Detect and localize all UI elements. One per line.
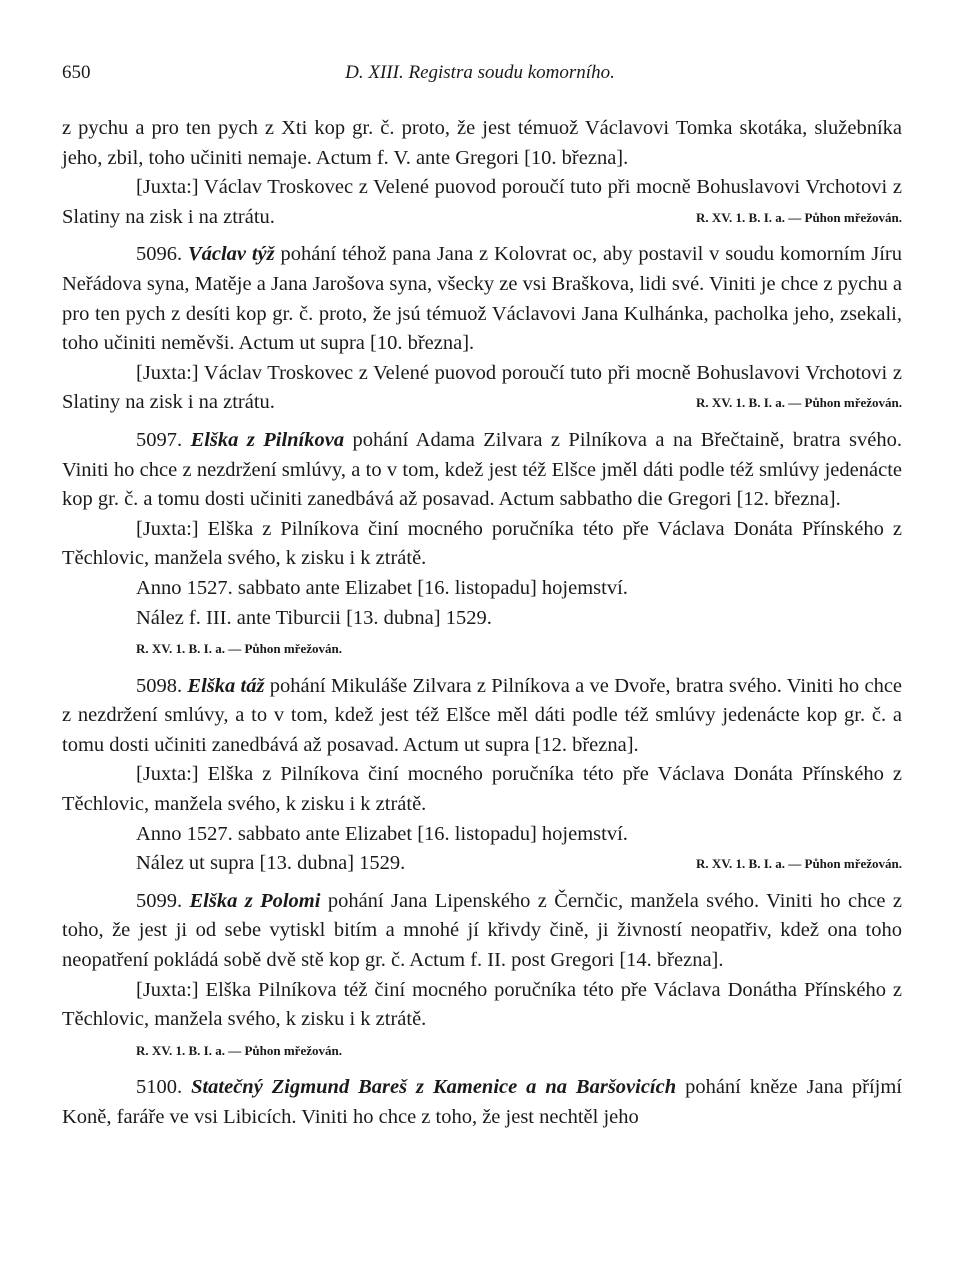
paragraph-text: Anno 1527. sabbato ante Elizabet [16. listopadu] hojemství. — [136, 576, 628, 599]
entry-5098 — [62, 672, 902, 761]
page-header — [62, 62, 898, 88]
page-number: 650 — [62, 62, 91, 83]
entry-5097 — [62, 426, 902, 515]
paragraph-text: [Juxta:] Václav Troskovec z Velené puovod poroučí tuto při mocně Bohuslavovi Vrchotovi z Slatiny na zisk i na ztrátu. — [62, 176, 902, 228]
entry-number: 5097. — [136, 428, 183, 451]
entry-number: 5098. — [136, 674, 183, 697]
source-line — [62, 1035, 902, 1066]
entry-number: 5096. — [136, 243, 183, 266]
source-note: R. XV. 1. B. I. a. — Půhon mřežován. — [136, 641, 342, 657]
juxta-paragraph — [62, 173, 902, 232]
paragraph-text: Nález ut supra [13. dubna] 1529. — [136, 852, 406, 875]
note-line — [62, 604, 902, 634]
juxta-paragraph — [62, 515, 902, 574]
source-note: R. XV. 1. B. I. a. — Půhon mřežován. — [696, 209, 902, 225]
source-note: R. XV. 1. B. I. a. — Půhon mřežován. — [696, 856, 902, 872]
paragraph-continuation — [62, 114, 902, 173]
paragraph-text: z pychu a pro ten pych z Xti kop gr. č. proto, že jest témuož Václavovi Tomka skotáka, služebníka jeho, zbil, toho učiniti nemaje. Actum f. V. ante Gregori [10. března]. — [62, 117, 902, 169]
paragraph-text: Nález f. III. ante Tiburcii [13. dubna] 1529. — [136, 606, 492, 629]
source-line — [62, 633, 902, 664]
paragraph-text: pohání Mikuláše Zilvara z Pilníkova a ve Dvoře, bratra svého. Viniti ho chce z nezdržení smlúvy, a to v tom, kdež jest též Elšce měl dáti podle též smlúvy jedenácte kop gr. č. a tomu dosti učiniti zanedbává až posavad. Actum ut supra [12. března]. — [62, 674, 903, 756]
paragraph-text: [Juxta:] Elška z Pilníkova činí mocného poručníka této pře Václava Donáta Přínského z Těchlovic, manžela svého, k zisku i k ztrátě. — [62, 517, 902, 570]
source-note: R. XV. 1. B. I. a. — Půhon mřežován. — [136, 1042, 342, 1058]
paragraph-text: [Juxta:] Elška Pilníkova též činí mocného poručníka této pře Václava Donátha Přínského z Těchlovic, manžela svého, k zisku i k ztrátě. — [62, 978, 902, 1031]
entry-5100 — [62, 1073, 902, 1132]
entry-5099 — [62, 887, 902, 976]
note-line — [62, 574, 902, 604]
entry-number: 5099. — [136, 889, 183, 912]
paragraph-text: [Juxta:] Elška z Pilníkova činí mocného poručníka této pře Václava Donáta Přínského z Těchlovic, manžela svého, k zisku i k ztrátě. — [62, 763, 902, 816]
entry-name: Václav týž — [187, 243, 275, 266]
entry-name: Elška z Pilníkova — [190, 428, 345, 451]
juxta-paragraph — [62, 976, 902, 1035]
juxta-paragraph — [62, 359, 902, 418]
note-line — [62, 849, 902, 879]
paragraph-text: [Juxta:] Václav Troskovec z Velené puovod poroučí tuto při mocně Bohuslavovi Vrchotovi z Slatiny na zisk i na ztrátu. — [62, 361, 902, 414]
running-title: D. XIII. Registra soudu komorního. — [345, 62, 615, 83]
paragraph-text: pohání Jana Lipenského z Černčic, manžela svého. Viniti ho chce z toho, že jest ji od sebe vytiskl bitím a mnohé jí křivdy čině, ji živností neopatřiv, kdež ona toho neopatření pokládá sobě dvě stě kop gr. č. Actum f. II. post Gregori [14. března]. — [62, 889, 902, 972]
page-body — [62, 114, 902, 1133]
paragraph-text: pohání Adama Zilvara z Pilníkova a na Břečtaině, bratra svého. Viniti ho chce z nezdržení smlúvy, a to v tom, kdež jest též Elšce jměl dáti podle též smlúvy jedenácte kop gr. č. a tomu dosti učiniti zanedbává až posavad. Actum sabbatho die Gregori [12. března]. — [62, 428, 903, 511]
entry-name: Statečný Zigmund Bareš z Kamenice a na Baršovicích — [191, 1076, 677, 1099]
paragraph-text: Anno 1527. sabbato ante Elizabet [16. listopadu] hojemství. — [136, 822, 628, 845]
entry-name: Elška táž — [187, 674, 265, 697]
paragraph-text: pohání kněze Jana příjmí Koně, faráře ve vsi Libicích. Viniti ho chce z toho, že jest nechtěl jeho — [62, 1076, 903, 1128]
paragraph-text: pohání téhož pana Jana z Kolovrat oc, aby postavil v soudu komorním Jíru Neřádova syna, Matěje a Jana Jarošova syna, všecky ze vsi Braškova, lidi své. Viniti je chce z pychu a pro ten pych z desíti kop gr. č. proto, že jsú témuož Václavovi Jana Kulhánka, pacholka jeho, zsekali, toho učiniti neměvši. Actum ut supra [10. března]. — [62, 243, 902, 355]
note-line — [62, 820, 902, 850]
entry-name: Elška z Polomi — [189, 889, 321, 912]
source-note: R. XV. 1. B. I. a. — Půhon mřežován. — [696, 395, 902, 411]
juxta-paragraph — [62, 760, 902, 819]
entry-5096 — [62, 240, 902, 358]
entry-number: 5100. — [136, 1076, 183, 1099]
